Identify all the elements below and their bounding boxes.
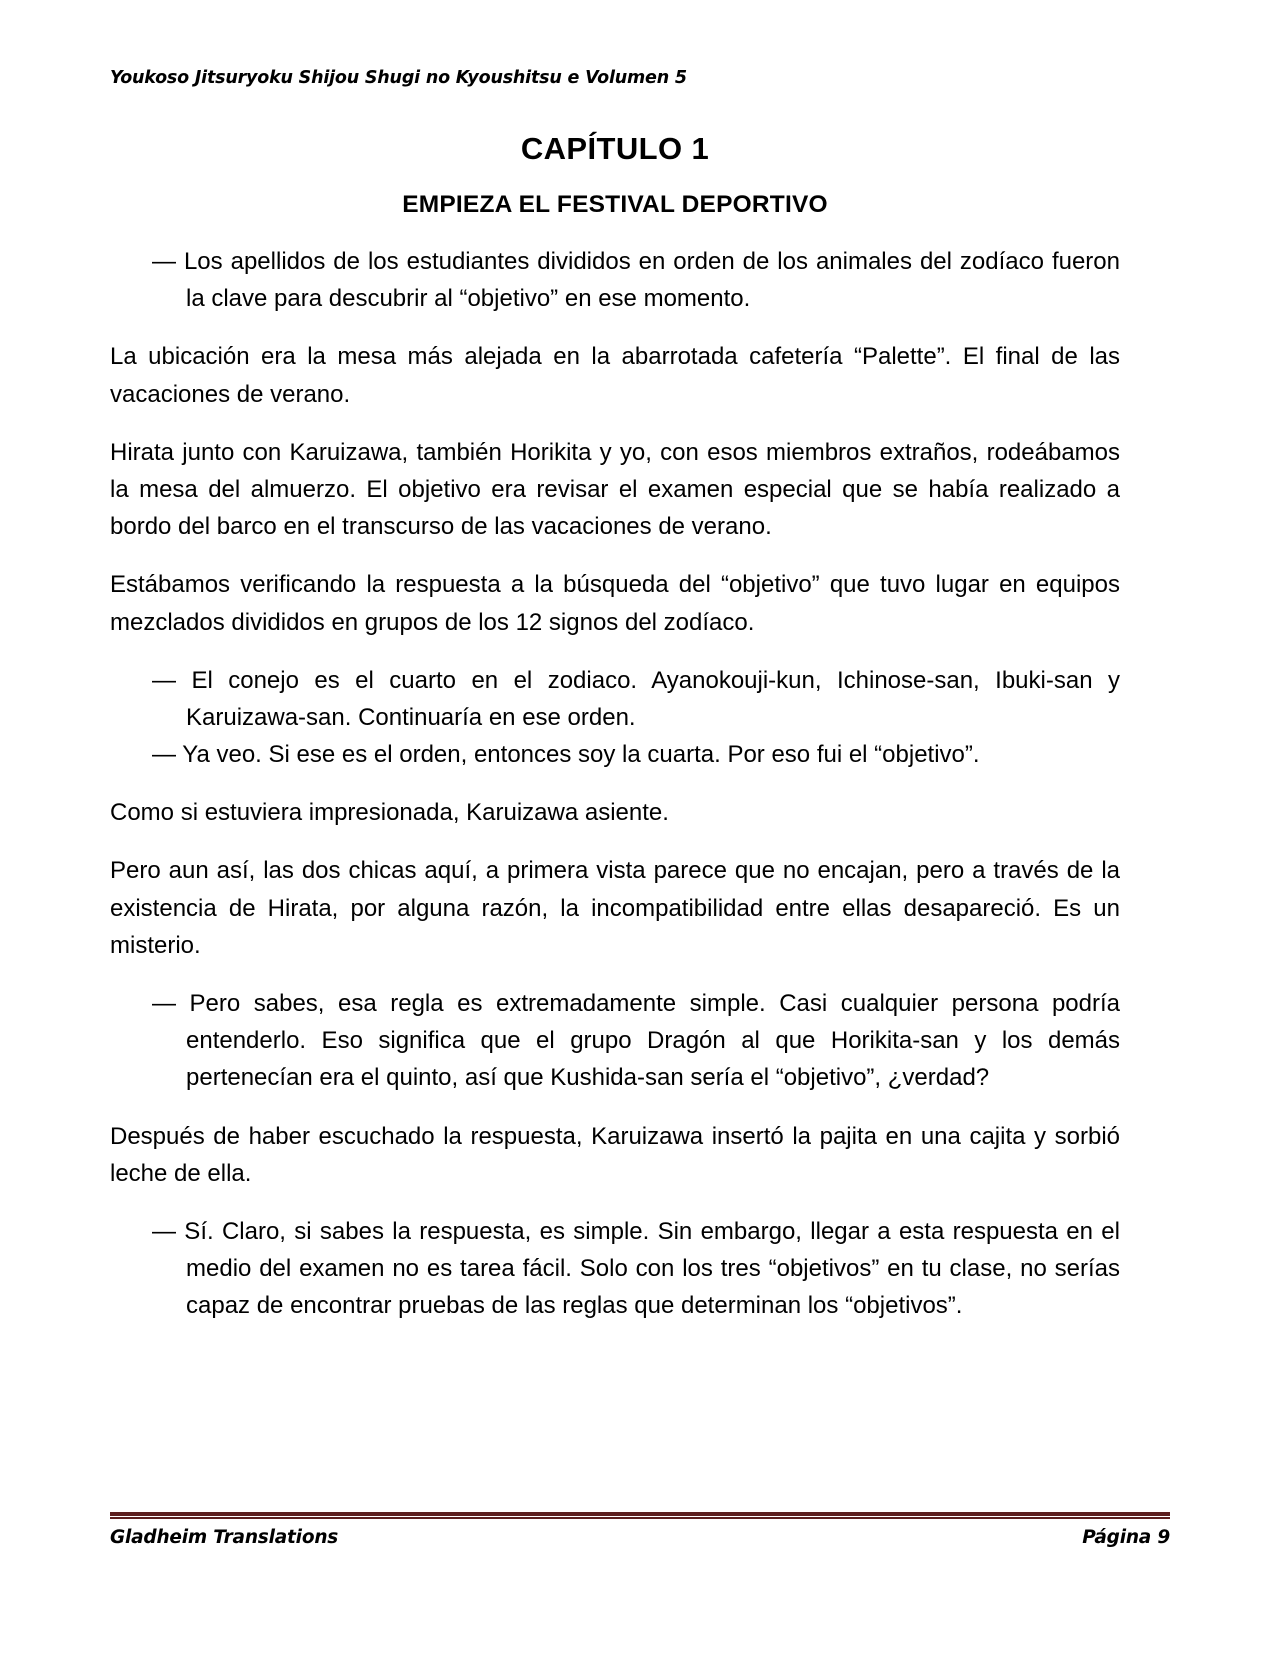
- body-paragraph: Después de haber escuchado la respuesta, Karuizawa insertó la pajita en una cajita y sorbió leche de ella.: [110, 1122, 1120, 1187]
- dialogue-block: [110, 243, 1120, 317]
- body-paragraph: Estábamos verificando la respuesta a la búsqueda del “objetivo” que tuvo lugar en equipos mezclados divididos en grupos de los 12 signos del zodíaco.: [110, 571, 1120, 636]
- footer-page-number: Página 9: [1082, 1527, 1170, 1548]
- body-paragraph: Hirata junto con Karuizawa, también Horikita y yo, con esos miembros extraños, rodeábamos la mesa del almuerzo. El objetivo era revisar el examen especial que se había realizado a bordo del barco en el transcurso de las vacaciones de verano.: [110, 438, 1120, 541]
- footer-divider: [110, 1512, 1170, 1519]
- dialogue-block: [110, 1213, 1120, 1325]
- running-header: Youkoso Jitsuryoku Shijou Shugi no Kyoushitsu e Volumen 5: [110, 68, 687, 88]
- chapter-subtitle: EMPIEZA EL FESTIVAL DEPORTIVO: [402, 191, 828, 219]
- dialogue-block: [110, 985, 1120, 1097]
- dialogue-line: — Los apellidos de los estudiantes divididos en orden de los animales del zodíaco fueron la clave para descubrir al “objetivo” en ese momento.: [152, 248, 1120, 313]
- page-footer: [110, 1527, 1170, 1548]
- dialogue-line: — El conejo es el cuarto en el zodiaco. Ayanokouji-kun, Ichinose-san, Ibuki-san y Karuizawa-san. Continuaría en ese orden.: [152, 666, 1120, 731]
- footer-divider-thin: [110, 1517, 1170, 1519]
- page-content: [110, 132, 1120, 1346]
- body-paragraph: Pero aun así, las dos chicas aquí, a primera vista parece que no encajan, pero a través de la existencia de Hirata, por alguna razón, la incompatibilidad entre ellas desapareció. Es un misterio.: [110, 857, 1120, 959]
- chapter-title: CAPÍTULO 1: [520, 131, 710, 166]
- body-paragraph: Como si estuviera impresionada, Karuizawa asiente.: [110, 799, 669, 827]
- dialogue-line: — Ya veo. Si ese es el orden, entonces soy la cuarta. Por eso fui el “objetivo”.: [152, 741, 980, 769]
- body-text: [110, 243, 1120, 1325]
- dialogue-line: — Pero sabes, esa regla es extremadamente simple. Casi cualquier persona podría entenderlo. Eso significa que el grupo Dragón al que Horikita-san y los demás pertenecían era el quinto, así que Kushida-san sería el “objetivo”, ¿verdad?: [152, 990, 1120, 1092]
- dialogue-block: [110, 662, 1120, 774]
- dialogue-line: — Sí. Claro, si sabes la respuesta, es simple. Sin embargo, llegar a esta respuesta en el medio del examen no es tarea fácil. Solo con los tres “objetivos” en tu clase, no serías capaz de encontrar pruebas de las reglas que determinan los “objetivos”.: [152, 1217, 1120, 1320]
- body-paragraph: La ubicación era la mesa más alejada en la abarrotada cafetería “Palette”. El final de las vacaciones de verano.: [110, 343, 1120, 408]
- footer-credit: Gladheim Translations: [110, 1527, 339, 1548]
